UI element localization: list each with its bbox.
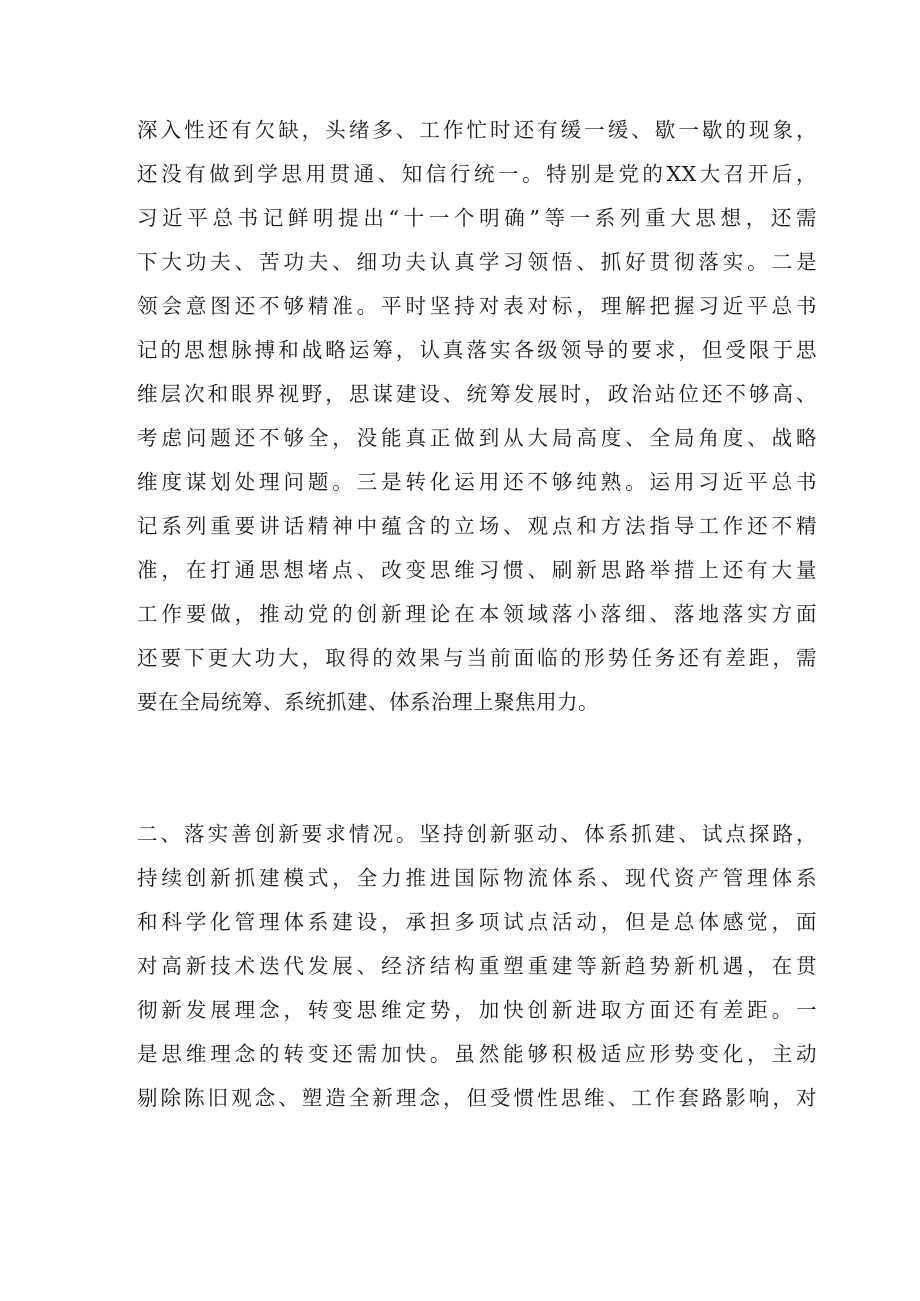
text-line: 工作要做，推动党的创新理论在本领域落小落细、落地落实方面 (137, 602, 817, 626)
text-line: 剔除陈旧观念、塑造全新理念，但受惯性思维、工作套路影响，对 (137, 1086, 817, 1110)
paragraph-1 (137, 108, 817, 724)
text-line: 要在全局统筹、系统抓建、体系治理上聚焦用力。 (137, 690, 599, 714)
text-line: 还没有做到学思用贯通、知信行统一。特别是党的XX大召开后， (137, 162, 817, 186)
text-line: 考虑问题还不够全，没能真正做到从大局高度、全局角度、战略 (137, 426, 817, 450)
text-line: 是思维理念的转变还需加快。虽然能够积极适应形势变化，主动 (137, 1042, 817, 1066)
text-line: 准，在打通思想堵点、改变思维习惯、刷新思路举措上还有大量 (137, 558, 817, 582)
text-line: 习近平总书记鲜明提出“十一个明确”等一系列重大思想，还需 (137, 206, 817, 230)
text-line: 和科学化管理体系建设，承担多项试点活动，但是总体感觉，面 (137, 910, 817, 934)
text-line: 持续创新抓建模式，全力推进国际物流体系、现代资产管理体系 (137, 866, 817, 890)
paragraph-2 (137, 812, 817, 1120)
text-line: 领会意图还不够精准。平时坚持对表对标，理解把握习近平总书 (137, 294, 817, 318)
text-line: 下大功夫、苦功夫、细功夫认真学习领悟、抓好贯彻落实。二是 (137, 250, 817, 274)
text-line: 还要下更大功大，取得的效果与当前面临的形势任务还有差距，需 (137, 646, 817, 670)
text-line: 彻新发展理念，转变思维定势，加快创新进取方面还有差距。一 (137, 998, 817, 1022)
text-line: 深入性还有欠缺，头绪多、工作忙时还有缓一缓、歇一歇的现象， (137, 118, 817, 142)
text-line: 记系列重要讲话精神中蕴含的立场、观点和方法指导工作还不精 (137, 514, 817, 538)
text-line: 维度谋划处理问题。三是转化运用还不够纯熟。运用习近平总书 (137, 470, 817, 494)
text-line: 记的思想脉搏和战略运筹，认真落实各级领导的要求，但受限于思 (137, 338, 817, 362)
text-line: 对高新技术迭代发展、经济结构重塑重建等新趋势新机遇，在贯 (137, 954, 817, 978)
text-line: 维层次和眼界视野，思谋建设、统筹发展时，政治站位还不够高、 (137, 382, 817, 406)
text-line: 二、落实善创新要求情况。坚持创新驱动、体系抓建、试点探路， (137, 822, 817, 846)
